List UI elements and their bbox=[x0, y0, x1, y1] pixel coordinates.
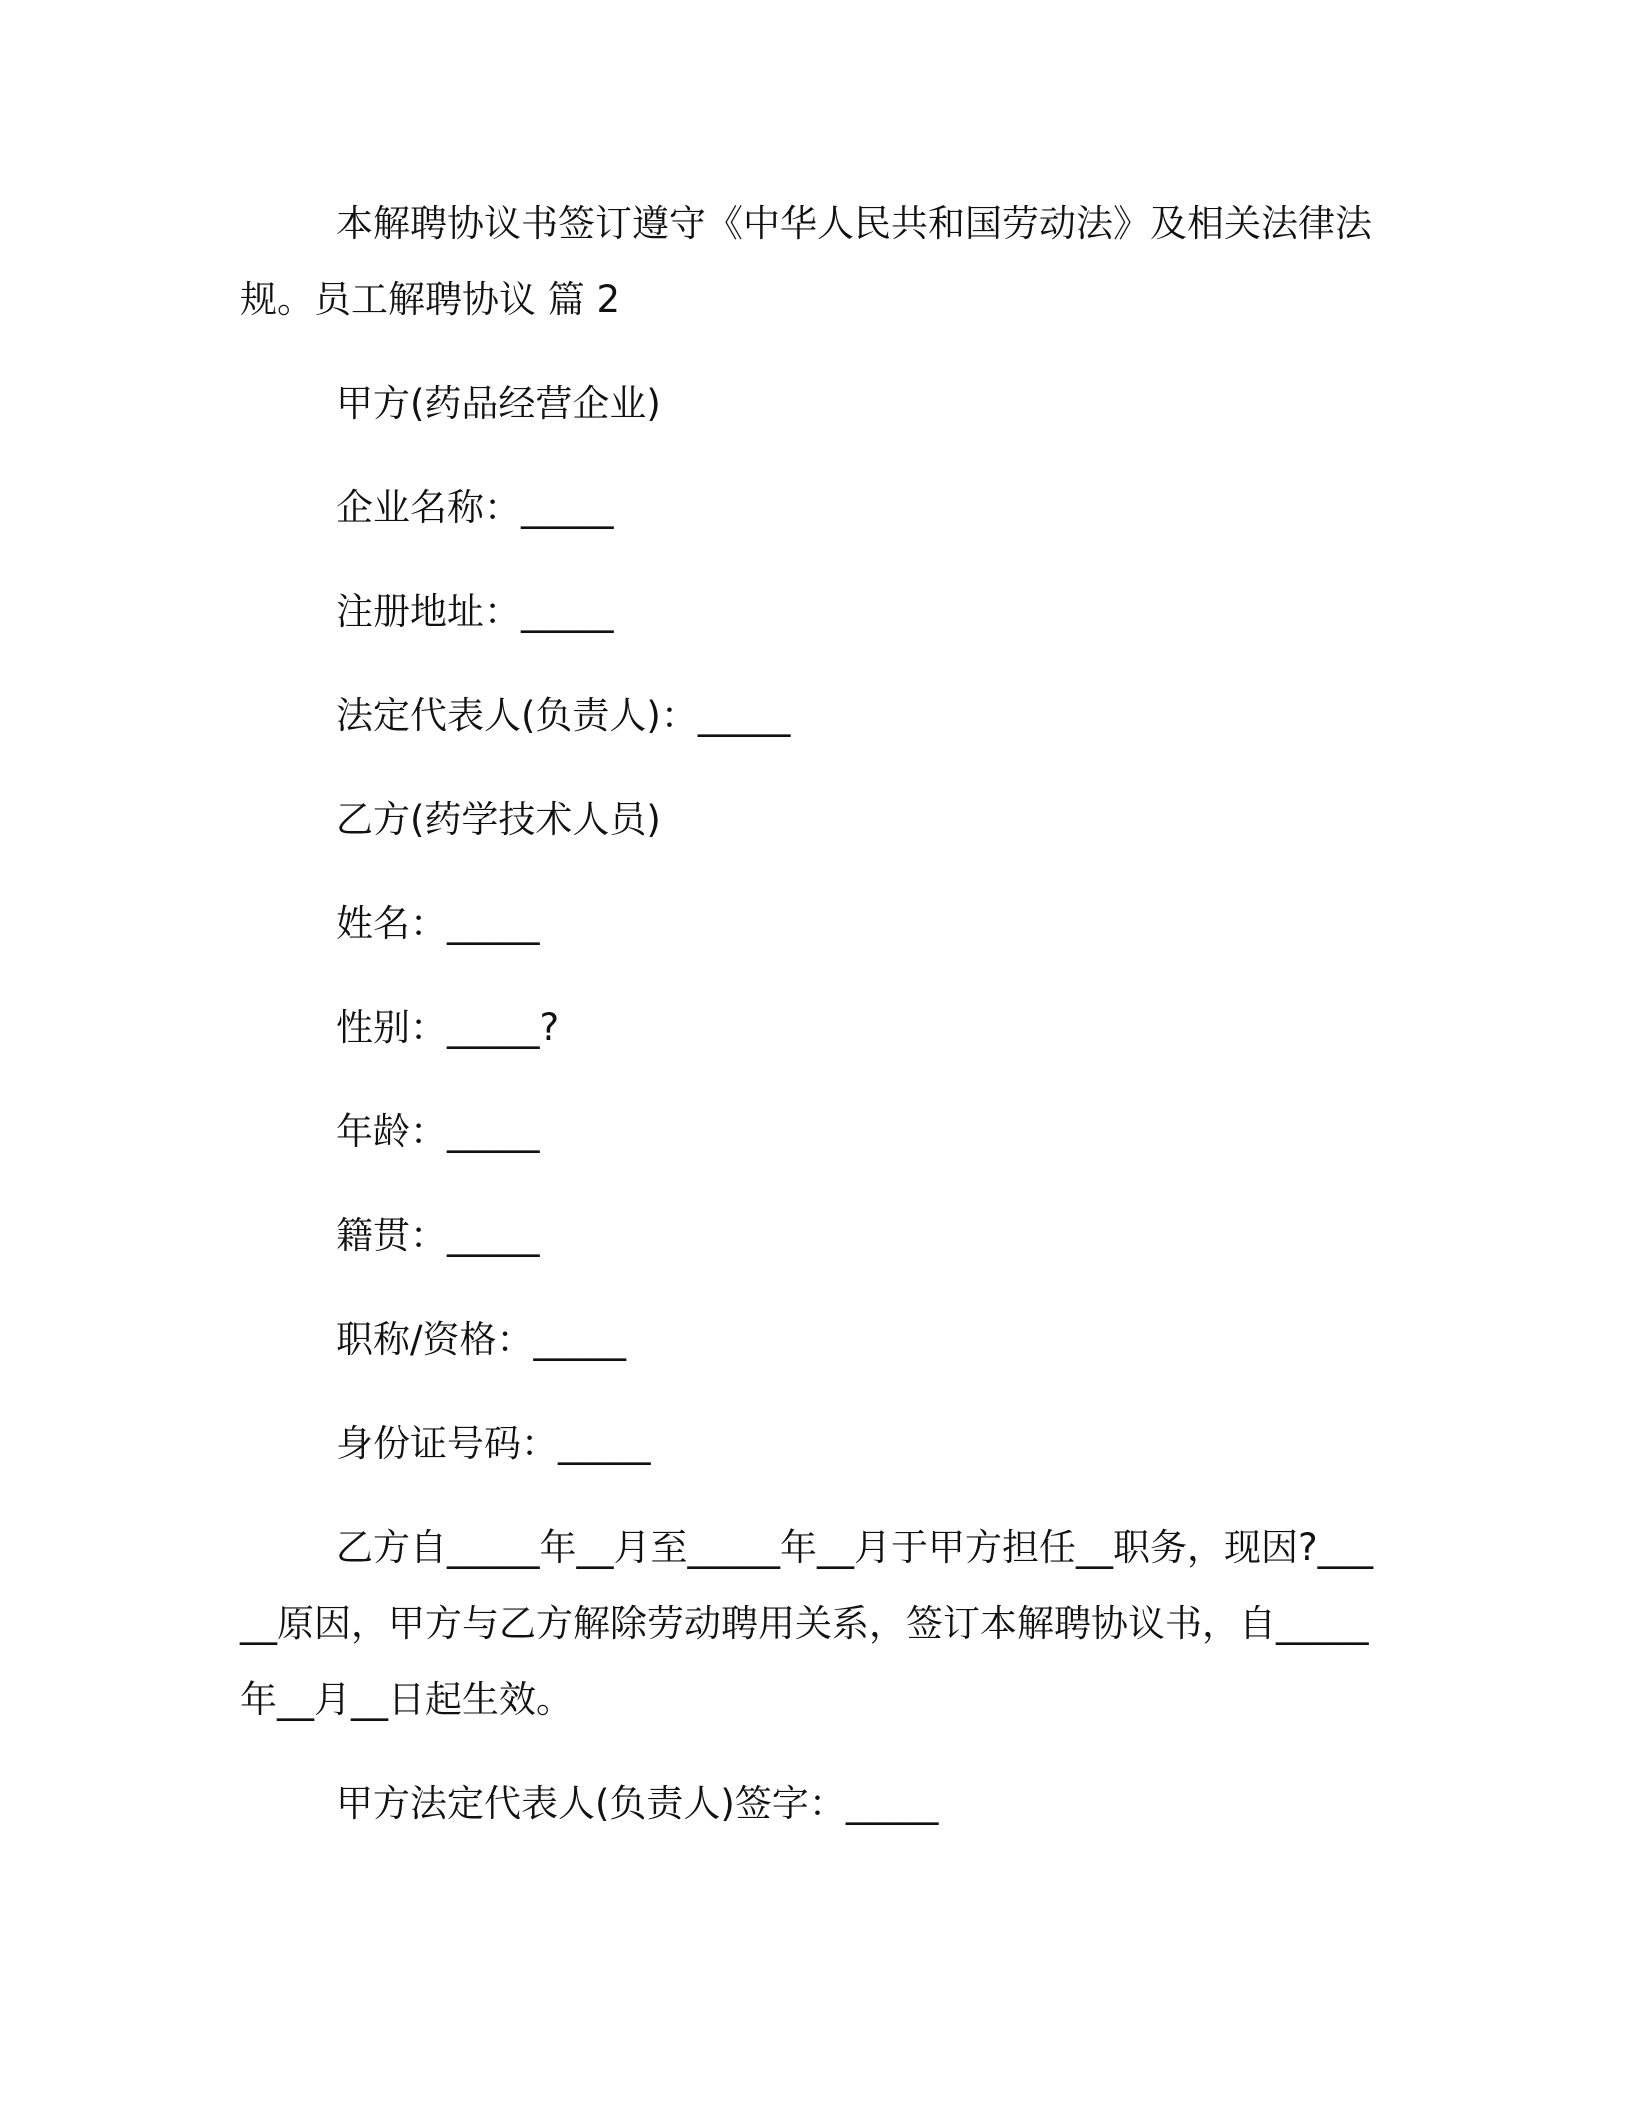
party-a-heading: 甲方(药品经营企业) bbox=[336, 382, 661, 425]
native-place-field: 籍贯：_____ bbox=[336, 1214, 540, 1257]
title-qualification-field: 职称/资格：_____ bbox=[336, 1318, 626, 1361]
party-b-heading: 乙方(药学技术人员) bbox=[336, 798, 661, 841]
document-body bbox=[240, 186, 1390, 1842]
company-name-field: 企业名称：_____ bbox=[336, 486, 614, 529]
age-field: 年龄：_____ bbox=[336, 1110, 540, 1153]
gender-field: 性别：_____? bbox=[336, 1006, 560, 1049]
name-field: 姓名：_____ bbox=[336, 902, 540, 945]
legal-representative-field: 法定代表人(负责人)：_____ bbox=[336, 694, 791, 737]
id-number-field: 身份证号码：_____ bbox=[336, 1422, 651, 1465]
party-a-signature-field: 甲方法定代表人(负责人)签字：_____ bbox=[336, 1782, 939, 1825]
registered-address-field: 注册地址：_____ bbox=[336, 590, 614, 633]
intro-paragraph: 本解聘协议书签订遵守《中华人民共和国劳动法》及相关法律法规。员工解聘协议 篇 2 bbox=[240, 202, 1372, 321]
termination-body-paragraph: 乙方自_____年__月至_____年__月于甲方担任__职务，现因?_____原因，甲方与乙方解除劳动聘用关系，签订本解聘协议书，自_____年__月__日起生效。 bbox=[240, 1526, 1374, 1721]
